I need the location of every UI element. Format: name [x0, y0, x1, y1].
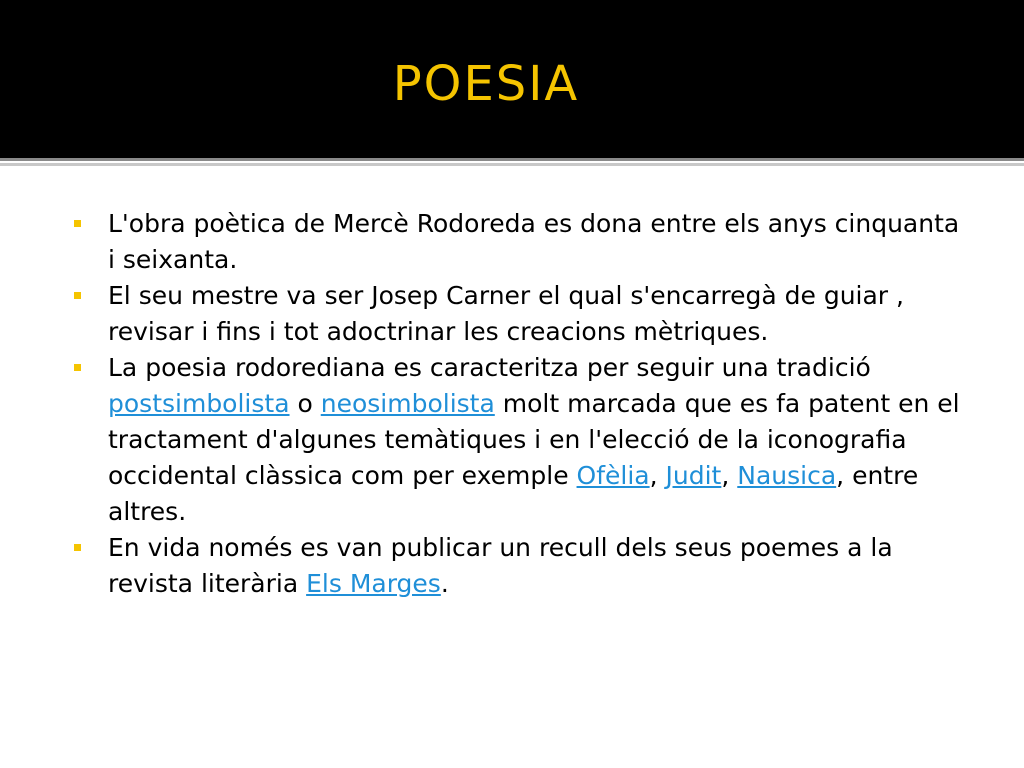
link-judit[interactable]: Judit — [665, 461, 722, 490]
square-bullet-icon — [74, 544, 81, 551]
bullet-item — [70, 350, 970, 530]
bullet-text: , entre altres. — [108, 461, 919, 526]
bullet-text: , — [649, 461, 666, 490]
link-postsimbolista[interactable]: postsimbolista — [108, 389, 290, 418]
slide-content — [70, 206, 970, 602]
bullet-text: El seu mestre va ser Josep Carner el qual s'encarregà de guiar , revisar i fins i tot adoctrinar les creacions mètriques. — [108, 281, 904, 346]
divider-light — [0, 163, 1024, 166]
bullet-item — [70, 206, 970, 278]
link-nausica[interactable]: Nausica — [737, 461, 837, 490]
link-els-marges[interactable]: Els Marges — [306, 569, 441, 598]
bullet-text: molt marcada que es fa patent en el tractament d'algunes temàtiques i en l'elecció de la iconografia occidental clàssica com per exemple — [108, 389, 960, 490]
bullet-text: En vida només es van publicar un recull dels seus poemes a la revista literària — [108, 533, 893, 598]
bullet-list — [70, 206, 970, 602]
bullet-text: La poesia rodorediana es caracteritza per seguir una tradició — [108, 353, 871, 382]
bullet-text: . — [440, 569, 449, 598]
divider-dark — [0, 158, 1024, 161]
bullet-text: o — [289, 389, 321, 418]
bullet-text: L'obra poètica de Mercè Rodoreda es dona entre els anys cinquanta i seixanta. — [108, 209, 960, 274]
link-ofelia[interactable]: Ofèlia — [576, 461, 650, 490]
bullet-text: , — [721, 461, 738, 490]
bullet-item — [70, 530, 970, 602]
bullet-item — [70, 278, 970, 350]
link-neosimbolista[interactable]: neosimbolista — [320, 389, 495, 418]
square-bullet-icon — [74, 364, 81, 371]
square-bullet-icon — [74, 220, 81, 227]
slide-title: POESIA — [392, 56, 580, 112]
square-bullet-icon — [74, 292, 81, 299]
